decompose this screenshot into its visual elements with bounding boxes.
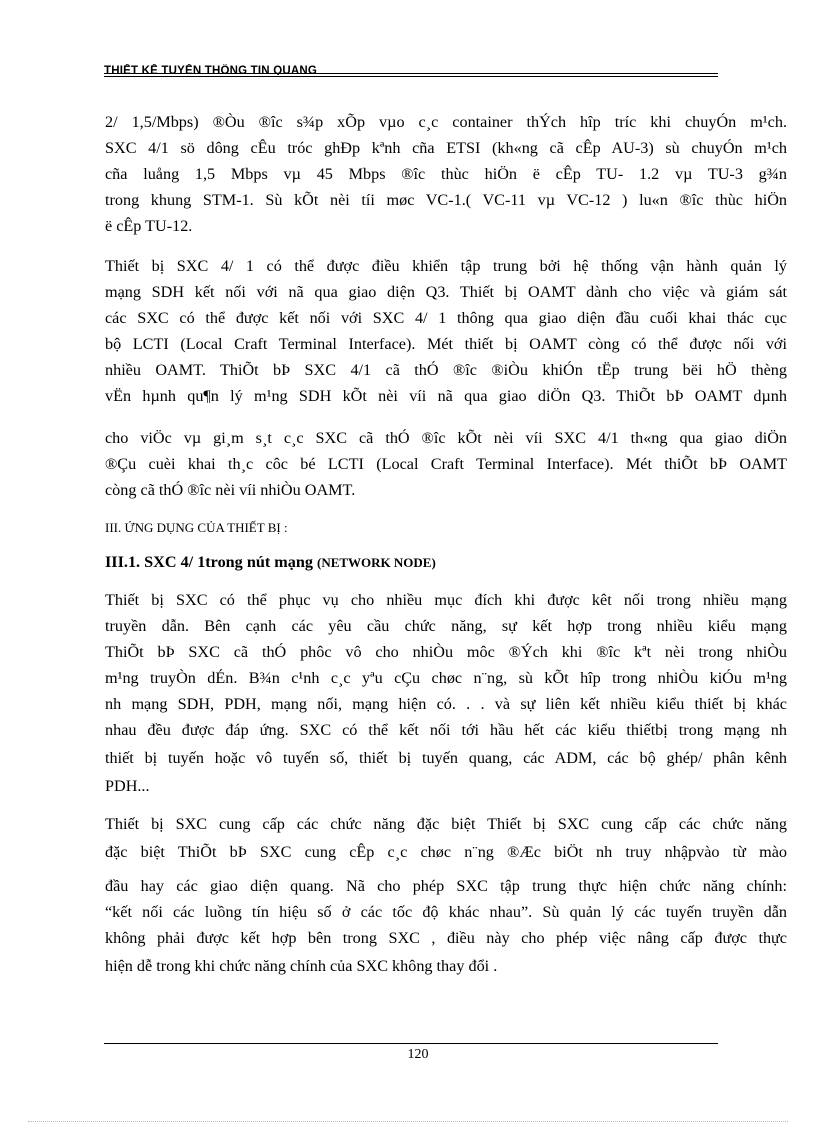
body-line: thiết bị tuyến hoặc vô tuyến số, thiết bị tuyến quang, các ADM, các bộ ghép/ phân kênh [105,749,787,767]
body-line: ®Çu cuèi khai th¸c côc bé LCTI (Local Craft Terminal Interface). Mét thiÕt bÞ OAMT [105,455,787,473]
subsection-heading-main: III.1. SXC 4/ 1trong nút mạng [105,553,317,571]
body-line: nhau đều được đáp ứng. SXC có thể kết nối tới hầu hết các kiểu thiếtbị trong mạng nh [105,721,787,739]
section-heading: III. ỨNG DỤNG CỦA THIẾT BỊ : [105,520,288,535]
body-line: cho viÖc vµ gi¸m s¸t c¸c SXC cã thÓ ®îc kÕt nèi víi SXC 4/1 th«ng qua giao diÖn [105,429,787,447]
body-line: Thiết bị SXC cung cấp các chức năng đặc biệt Thiết bị SXC cung cấp các chức năng [105,815,787,833]
body-line: các SXC có thể được kết nối với SXC 4/ 1 thông qua giao diện đầu cuối khai thác cục [105,309,787,327]
page-number: 120 [407,1047,429,1062]
subsection-heading-suffix: (NETWORK NODE) [316,555,436,570]
body-line: Thiết bị SXC 4/ 1 có thể được điều khiển tập trung bởi hệ thống vận hành quản lý [105,257,787,275]
body-line: SXC 4/1 sö dông cÊu tróc ghÐp kªnh cña ETSI (kh«ng cã cÊp AU-3) sù chuyÓn m¹ch [105,139,787,157]
body-line: truyền dẫn. Bên cạnh các yêu cầu chức năng, sự kết hợp trong nhiều kiểu mạng [105,617,787,635]
body-line: cña luång 1,5 Mbps vµ 45 Mbps ®îc thùc hiÖn ë cÊp TU- 1.2 vµ TU-3 g¾n [105,165,787,183]
body-line: còng cã thÓ ®îc nèi víi nhiÒu OAMT. [105,481,356,499]
body-line: vËn hµnh qu¶n lý m¹ng SDH kÕt nèi víi nã qua giao diÖn Q3. ThiÕt bÞ OAMT dµnh [105,387,787,405]
body-line: đầu hay các giao diện quang. Nã cho phép SXC tập trung thực hiện chức năng chính: [105,877,787,895]
body-line: “kết nối các luồng tín hiệu số ở các tốc độ khác nhau”. Sù quản lý các tuyến truyền dẫn [105,903,787,921]
body-line: không phải được kết hợp bên trong SXC , điều này cho phép việc nâng cấp được thực [105,929,787,947]
body-line: nhiều OAMT. ThiÕt bÞ SXC 4/1 cã thÓ ®îc ®iÒu khiÓn tËp trung bëi hÖ thèng [105,361,787,379]
body-line: PDH... [105,777,150,795]
subsection-heading [105,552,787,573]
body-line: bộ LCTI (Local Craft Terminal Interface). Mét thiết bị OAMT còng có thể được nối với [105,335,787,353]
page-edge [28,1121,788,1122]
footer-rule [104,1043,718,1044]
body-line: mạng SDH kết nối với nã qua giao diện Q3. Thiết bị OAMT dành cho việc và giám sát [105,283,787,301]
body-line: trong khung STM-1. Sù kÕt nèi tíi møc VC-1.( VC-11 vµ VC-12 ) lu«n ®îc thùc hiÖn [105,191,787,209]
body-line: Thiết bị SXC có thể phục vụ cho nhiều mục đích khi được kêt nối trong nhiều mạng [105,591,787,609]
header-rule-bottom [104,76,718,77]
running-header: THIẾT KẾ TUYẾN THÔNG TIN QUANG [104,65,317,75]
body-line: ë cÊp TU-12. [105,217,193,235]
header-rule-top [104,73,718,74]
body-line: 2/ 1,5/Mbps) ®Òu ®îc s¾p xÕp vµo c¸c container thÝch hîp tríc khi chuyÓn m¹ch. [105,113,787,131]
body-line: hiện dễ trong khi chức năng chính của SXC không thay đổi . [105,957,498,975]
body-line: đặc biệt ThiÕt bÞ SXC cung cÊp c¸c chøc n¨ng ®Æc biÖt nh truy nhậpvào từ mào [105,843,787,861]
body-line: m¹ng truyÒn dÉn. B¾n c¹nh c¸c yªu cÇu chøc n¨ng, sù kÕt hîp trong nhiÒu kiÓu m¹ng [105,669,787,687]
body-line: ThiÕt bÞ SXC cã thÓ phôc vô cho nhiÒu môc ®Ých khi ®îc kªt nèi trong nhiÒu [105,643,787,661]
body-line: nh mạng SDH, PDH, mạng nối, mạng hiện có. . . và sự liên kết nhiều kiểu thiết bị khác [105,695,787,713]
